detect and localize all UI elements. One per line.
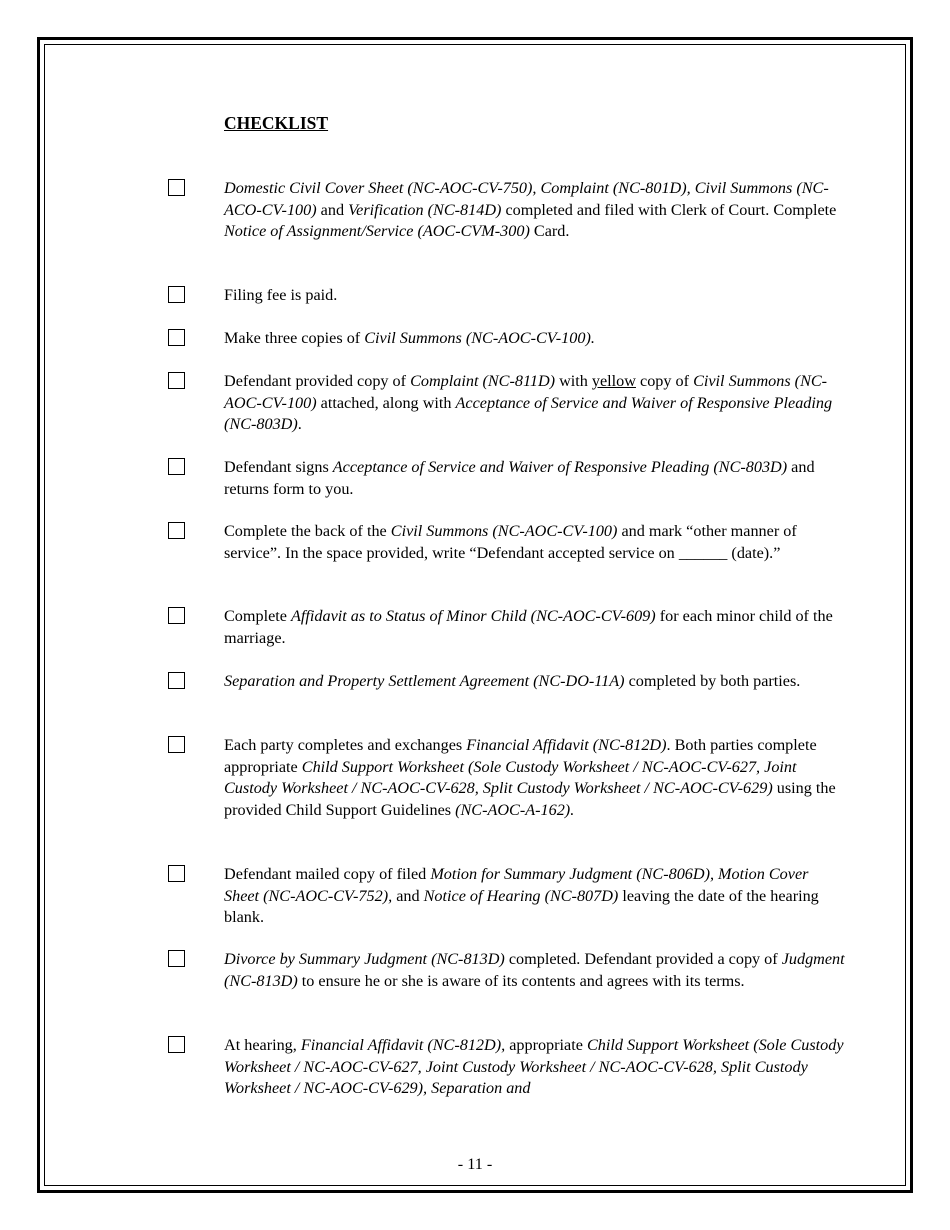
checklist-item-text: Each party completes and exchanges Financial Affidavit (NC-812D). Both parties complete appropriate Child Support Worksheet (Sole Custody Worksheet / NC-AOC-CV-627, Joint Custody Worksheet / NC-AOC-CV-628, Split Custody Worksheet / NC-AOC-CV-629) using the provided Child Support Guidelines (NC-AOC-A-162).	[224, 736, 836, 819]
checkbox[interactable]	[168, 950, 185, 967]
checklist-item-text: Filing fee is paid.	[224, 286, 338, 304]
checkbox[interactable]	[168, 607, 185, 624]
checkbox[interactable]	[168, 672, 185, 689]
checklist-item-text: Separation and Property Settlement Agreement (NC-DO-11A) completed by both parties.	[224, 672, 801, 690]
checkbox[interactable]	[168, 372, 185, 389]
checklist-item-text: Divorce by Summary Judgment (NC-813D) completed. Defendant provided a copy of Judgment (NC-813D) to ensure he or she is aware of its contents and agrees with its terms.	[224, 950, 845, 990]
checklist-item-text: Defendant mailed copy of filed Motion for Summary Judgment (NC-806D), Motion Cover Sheet (NC-AOC-CV-752), and Notice of Hearing (NC-807D) leaving the date of the hearing blank.	[224, 865, 819, 926]
page-number: - 11 -	[457, 1155, 493, 1173]
checkbox[interactable]	[168, 736, 185, 753]
checklist-item-text: Defendant provided copy of Complaint (NC-811D) with yellow copy of Civil Summons (NC-AOC-CV-100) attached, along with Acceptance of Service and Waiver of Responsive Pleading (NC-803D).	[224, 372, 833, 433]
checklist-title: CHECKLIST	[224, 113, 329, 133]
checklist-item-text: At hearing, Financial Affidavit (NC-812D), appropriate Child Support Worksheet (Sole Custody Worksheet / NC-AOC-CV-627, Joint Custody Worksheet / NC-AOC-CV-628, Split Custody Worksheet / NC-AOC-CV-629), Separation and	[224, 1036, 844, 1097]
checklist-item-text: Domestic Civil Cover Sheet (NC-AOC-CV-750), Complaint (NC-801D), Civil Summons (NC-ACO-CV-100) and Verification (NC-814D) completed and filed with Clerk of Court. Complete Notice of Assignment/Service (AOC-CVM-300) Card.	[224, 179, 837, 240]
checkbox[interactable]	[168, 865, 185, 882]
checklist-item-text: Make three copies of Civil Summons (NC-AOC-CV-100).	[224, 329, 595, 347]
checklist-item-text: Defendant signs Acceptance of Service and Waiver of Responsive Pleading (NC-803D) and returns form to you.	[224, 458, 815, 498]
checklist-item-text: Complete the back of the Civil Summons (NC-AOC-CV-100) and mark “other manner of service”. In the space provided, write “Defendant accepted service on ______ (date).”	[224, 522, 797, 562]
checkbox[interactable]	[168, 286, 185, 303]
checkbox[interactable]	[168, 1036, 185, 1053]
checkbox[interactable]	[168, 179, 185, 196]
checklist-item-text: Complete Affidavit as to Status of Minor Child (NC-AOC-CV-609) for each minor child of the marriage.	[224, 607, 833, 647]
checkbox[interactable]	[168, 458, 185, 475]
checkbox[interactable]	[168, 522, 185, 539]
checkbox[interactable]	[168, 329, 185, 346]
